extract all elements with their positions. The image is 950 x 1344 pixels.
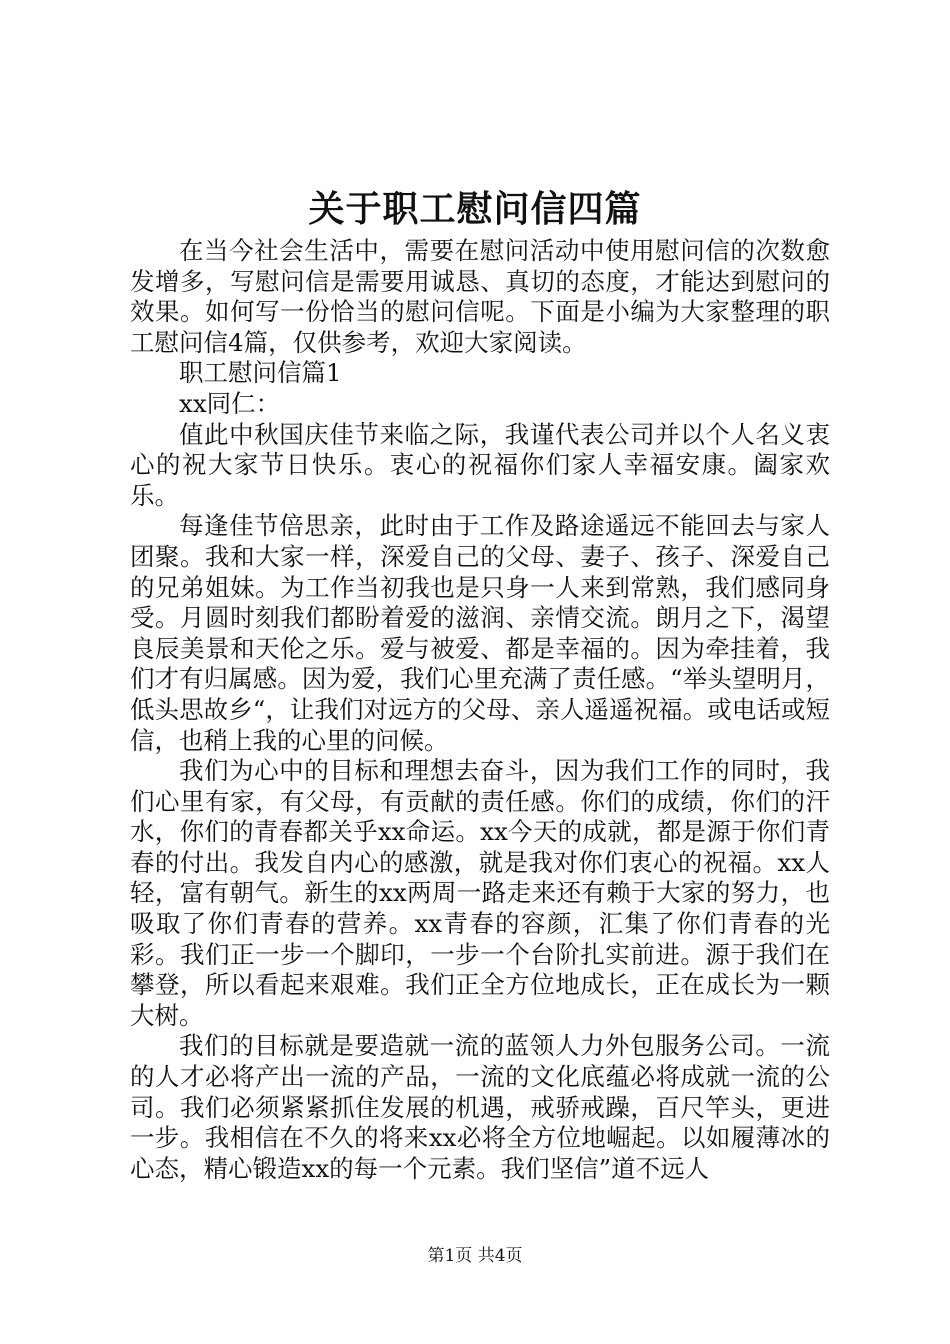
document-body [130,236,830,1184]
body-paragraph: 每逢佳节倍思亲，此时由于工作及路途遥远不能回去与家人团聚。我和大家一样，深爱自己的父母、妻子、孩子、深爱自己的兄弟姐妹。为工作当初我也是只身一人来到常熟，我们感同身受。月圆时刻我们都盼着爱的滋润、亲情交流。朗月之下，渴望良辰美景和天伦之乐。爱与被爱、都是幸福的。因为牵挂着，我们才有归属感。因为爱，我们心里充满了责任感。“举头望明月，低头思故乡“，让我们对远方的父母、亲人遥遥祝福。或电话或短信，也稍上我的心里的问候。 [130,511,830,755]
page-number-footer: 第1页 共4页 [427,1246,523,1266]
body-paragraph: 我们的目标就是要造就一流的蓝领人力外包服务公司。一流的人才必将产出一流的产品，一流的文化底蕴必将成就一流的公司。我们必须紧紧抓住发展的机遇，戒骄戒躁，百尺竿头，更进一步。我相信在不久的将来xx必将全方位地崛起。以如履薄冰的心态，精心锻造xx的每一个元素。我们坚信”道不远人 [130,1031,830,1183]
intro-paragraph: 在当今社会生活中，需要在慰问活动中使用慰问信的次数愈发增多，写慰问信是需要用诚恳、真切的态度，才能达到慰问的效果。如何写一份恰当的慰问信呢。下面是小编为大家整理的职工慰问信4篇，仅供参考，欢迎大家阅读。 [130,236,830,357]
body-paragraph: 值此中秋国庆佳节来临之际，我谨代表公司并以个人名义衷心的祝大家节日快乐。衷心的祝福你们家人幸福安康。阖家欢乐。 [130,419,830,510]
section-heading: 职工慰问信篇1 [179,358,342,388]
document-title: 关于职工慰问信四篇 [308,188,642,230]
body-paragraph: 我们为心中的目标和理想去奋斗，因为我们工作的同时，我们心里有家，有父母，有贡献的责任感。你们的成绩，你们的汗水，你们的青春都关乎xx命运。xx今天的成就，都是源于你们青春的付出。我发自内心的感激，就是我对你们衷心的祝福。xx人轻，富有朝气。新生的xx两周一路走来还有赖于大家的努力，也吸取了你们青春的营养。xx青春的容颜，汇集了你们青春的光彩。我们正一步一个脚印，一步一个台阶扎实前进。源于我们在攀登，所以看起来艰难。我们正全方位地成长，正在成长为一颗大树。 [130,756,830,1030]
salutation: xx同仁： [179,388,281,418]
